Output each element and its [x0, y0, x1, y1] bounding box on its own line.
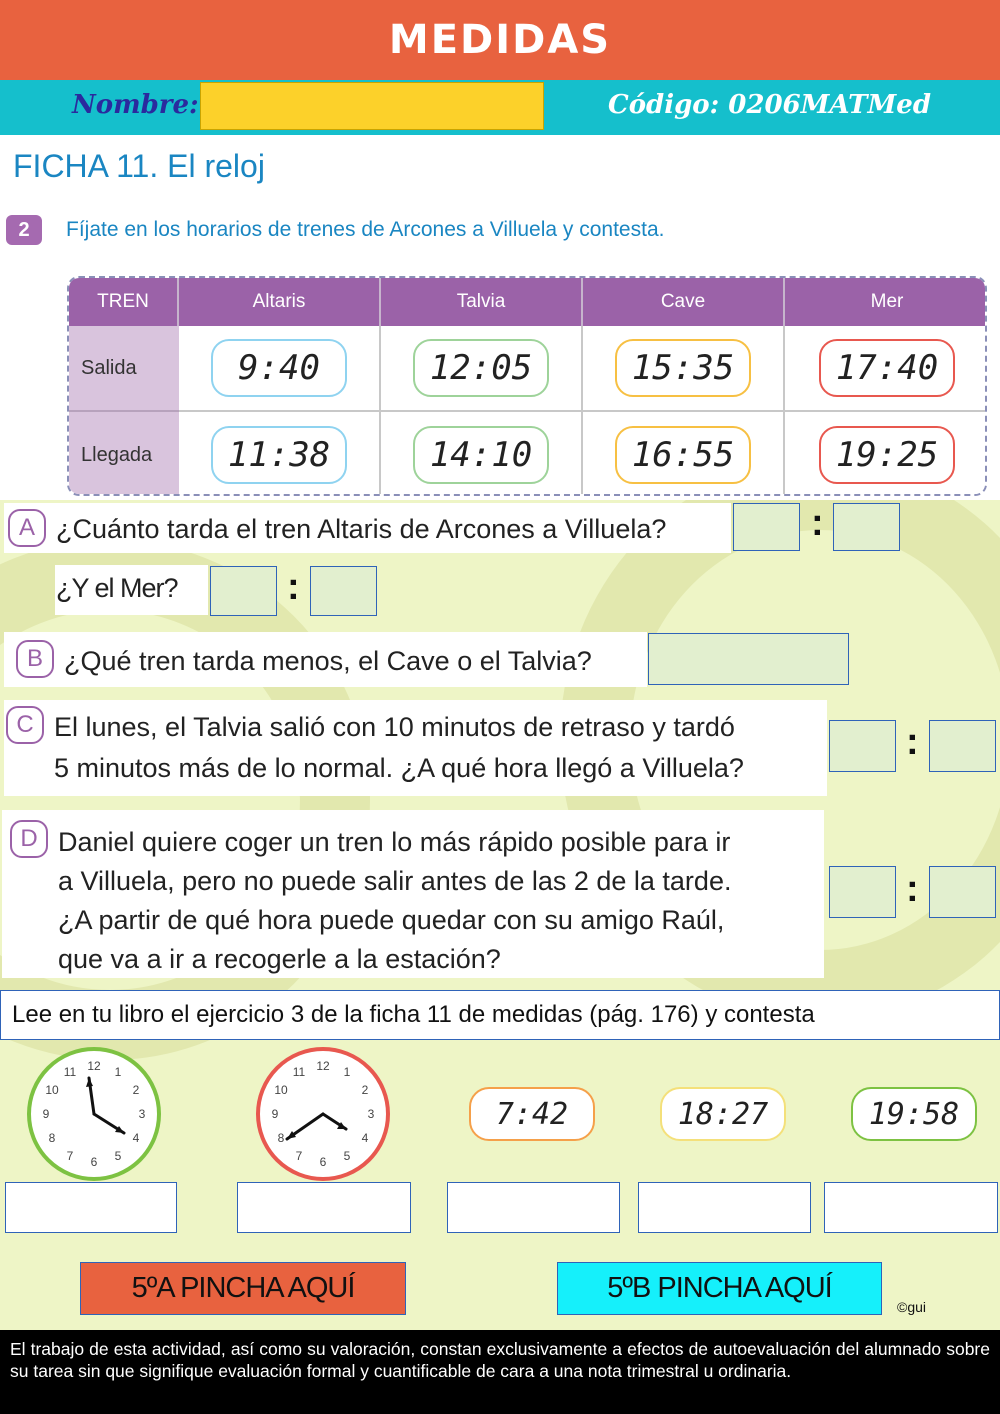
header-bar: [0, 0, 1000, 80]
footer-disclaimer: El trabajo de esta actividad, así como su valoración, constan exclusivamente a efectos de autoevaluación del alumnado sobre su tarea sin que signifique evaluación formal y cuantificable de cara a una nota trimestral u ordinaria.: [0, 1330, 1000, 1414]
timetable-row-label-llegada: Llegada: [69, 412, 179, 496]
timetable-cell: [583, 326, 785, 412]
question-letter-a: A: [8, 509, 46, 547]
clock-number: 4: [132, 1131, 140, 1145]
answer-a-altaris-minutes[interactable]: [833, 503, 900, 551]
answer-c-minutes[interactable]: [929, 720, 996, 772]
question-c-text-line1: El lunes, el Talvia salió con 10 minutos de retraso y tardó: [54, 712, 735, 742]
departure-time: 15:35: [615, 339, 751, 397]
timetable-cell: [179, 412, 381, 496]
timetable-cell: [381, 326, 583, 412]
digital-time: 18:27: [660, 1087, 786, 1141]
clock-number: 10: [274, 1083, 288, 1097]
digital-time: 19:58: [851, 1087, 977, 1141]
time-separator: :: [811, 502, 824, 544]
copyright-label: ©gui: [897, 1299, 926, 1315]
timetable-cell: [179, 326, 381, 412]
answer-b-field[interactable]: [648, 633, 849, 685]
timetable-cell: [785, 326, 987, 412]
answer-a-mer-hours[interactable]: [210, 566, 277, 616]
clock-number: 8: [48, 1131, 56, 1145]
exercise3-instruction: Lee en tu libro el ejercicio 3 de la ficha 11 de medidas (pág. 176) y contesta: [0, 990, 1000, 1040]
answer-a-mer-minutes[interactable]: [310, 566, 377, 616]
clock-number: 3: [138, 1107, 146, 1121]
analog-clock-green: [27, 1047, 161, 1181]
answer-time-1[interactable]: [447, 1182, 620, 1233]
clock-number: 1: [343, 1065, 351, 1079]
name-input[interactable]: [200, 82, 544, 130]
answer-d-hours[interactable]: [829, 866, 896, 918]
answer-time-3[interactable]: [824, 1182, 998, 1233]
clock-number: 11: [63, 1065, 77, 1079]
clock-number: 8: [277, 1131, 285, 1145]
timetable-header-altaris: Altaris: [179, 278, 381, 326]
answer-clock-1[interactable]: [5, 1182, 177, 1233]
clock-number: 2: [132, 1083, 140, 1097]
group-5b-button[interactable]: 5ºB PINCHA AQUÍ: [557, 1262, 882, 1315]
clock-number: 5: [343, 1149, 351, 1163]
exercise-instruction: Fíjate en los horarios de trenes de Arcones a Villuela y contesta.: [66, 218, 665, 241]
timetable-row-label-salida: Salida: [69, 326, 179, 412]
question-d-text-line4: que va a ir a recogerle a la estación?: [58, 944, 501, 974]
timetable-header-cave: Cave: [583, 278, 785, 326]
question-letter-d: D: [10, 820, 48, 858]
question-a-followup-text: ¿Y el Mer?: [56, 573, 178, 603]
timetable-cell: [583, 412, 785, 496]
departure-time: 12:05: [413, 339, 549, 397]
clock-number: 7: [66, 1149, 74, 1163]
clock-number: 1: [114, 1065, 122, 1079]
clock-number: 9: [271, 1107, 279, 1121]
departure-time: 17:40: [819, 339, 955, 397]
analog-clock-red: [256, 1047, 390, 1181]
group-5a-button[interactable]: 5ºA PINCHA AQUÍ: [80, 1262, 406, 1315]
answer-time-2[interactable]: [638, 1182, 811, 1233]
background-watermark: [0, 540, 370, 1060]
clock-number: 6: [90, 1155, 98, 1169]
timetable-cell: [381, 412, 583, 496]
clock-number: 7: [295, 1149, 303, 1163]
clock-number: 4: [361, 1131, 369, 1145]
name-label: Nombre:: [72, 90, 199, 120]
question-a-text: ¿Cuánto tarda el tren Altaris de Arcones a Villuela?: [56, 514, 667, 544]
clock-number: 6: [319, 1155, 327, 1169]
digital-time: 7:42: [469, 1087, 595, 1141]
timetable-header-mer: Mer: [785, 278, 987, 326]
arrival-time: 16:55: [615, 426, 751, 484]
question-b-text: ¿Qué tren tarda menos, el Cave o el Talvia?: [64, 646, 592, 676]
answer-a-altaris-hours[interactable]: [733, 503, 800, 551]
exercise-number-badge: 2: [6, 215, 42, 245]
question-d-text-line1: Daniel quiere coger un tren lo más rápido posible para ir: [58, 827, 731, 857]
clock-number: 3: [367, 1107, 375, 1121]
worksheet-title: FICHA 11. El reloj: [13, 148, 265, 184]
time-separator: :: [906, 721, 919, 763]
train-timetable: [67, 276, 987, 496]
clock-number: 10: [45, 1083, 59, 1097]
arrival-time: 19:25: [819, 426, 955, 484]
clock-number: 9: [42, 1107, 50, 1121]
question-d-text-line2: a Villuela, pero no puede salir antes de las 2 de la tarde.: [58, 866, 732, 896]
clock-number: 11: [292, 1065, 306, 1079]
timetable-cell: [785, 412, 987, 496]
question-d-text-line3: ¿A partir de qué hora puede quedar con su amigo Raúl,: [58, 905, 725, 935]
answer-d-minutes[interactable]: [929, 866, 996, 918]
timetable-corner-header: TREN: [69, 278, 179, 326]
arrival-time: 14:10: [413, 426, 549, 484]
question-letter-c: C: [6, 706, 44, 744]
question-letter-b: B: [16, 640, 54, 678]
clock-number: 5: [114, 1149, 122, 1163]
timetable-header-talvia: Talvia: [381, 278, 583, 326]
code-label: Código: 0206MATMed: [608, 90, 932, 120]
clock-hand-arrow: [86, 1078, 93, 1087]
answer-c-hours[interactable]: [829, 720, 896, 772]
page-title: MEDIDAS: [388, 17, 612, 63]
time-separator: :: [906, 868, 919, 910]
clock-number: 2: [361, 1083, 369, 1097]
question-c-text-line2: 5 minutos más de lo normal. ¿A qué hora llegó a Villuela?: [54, 753, 744, 783]
clock-number: 12: [316, 1059, 330, 1073]
arrival-time: 11:38: [211, 426, 347, 484]
answer-clock-2[interactable]: [237, 1182, 411, 1233]
time-separator: :: [287, 566, 300, 608]
clock-number: 12: [87, 1059, 101, 1073]
departure-time: 9:40: [211, 339, 347, 397]
